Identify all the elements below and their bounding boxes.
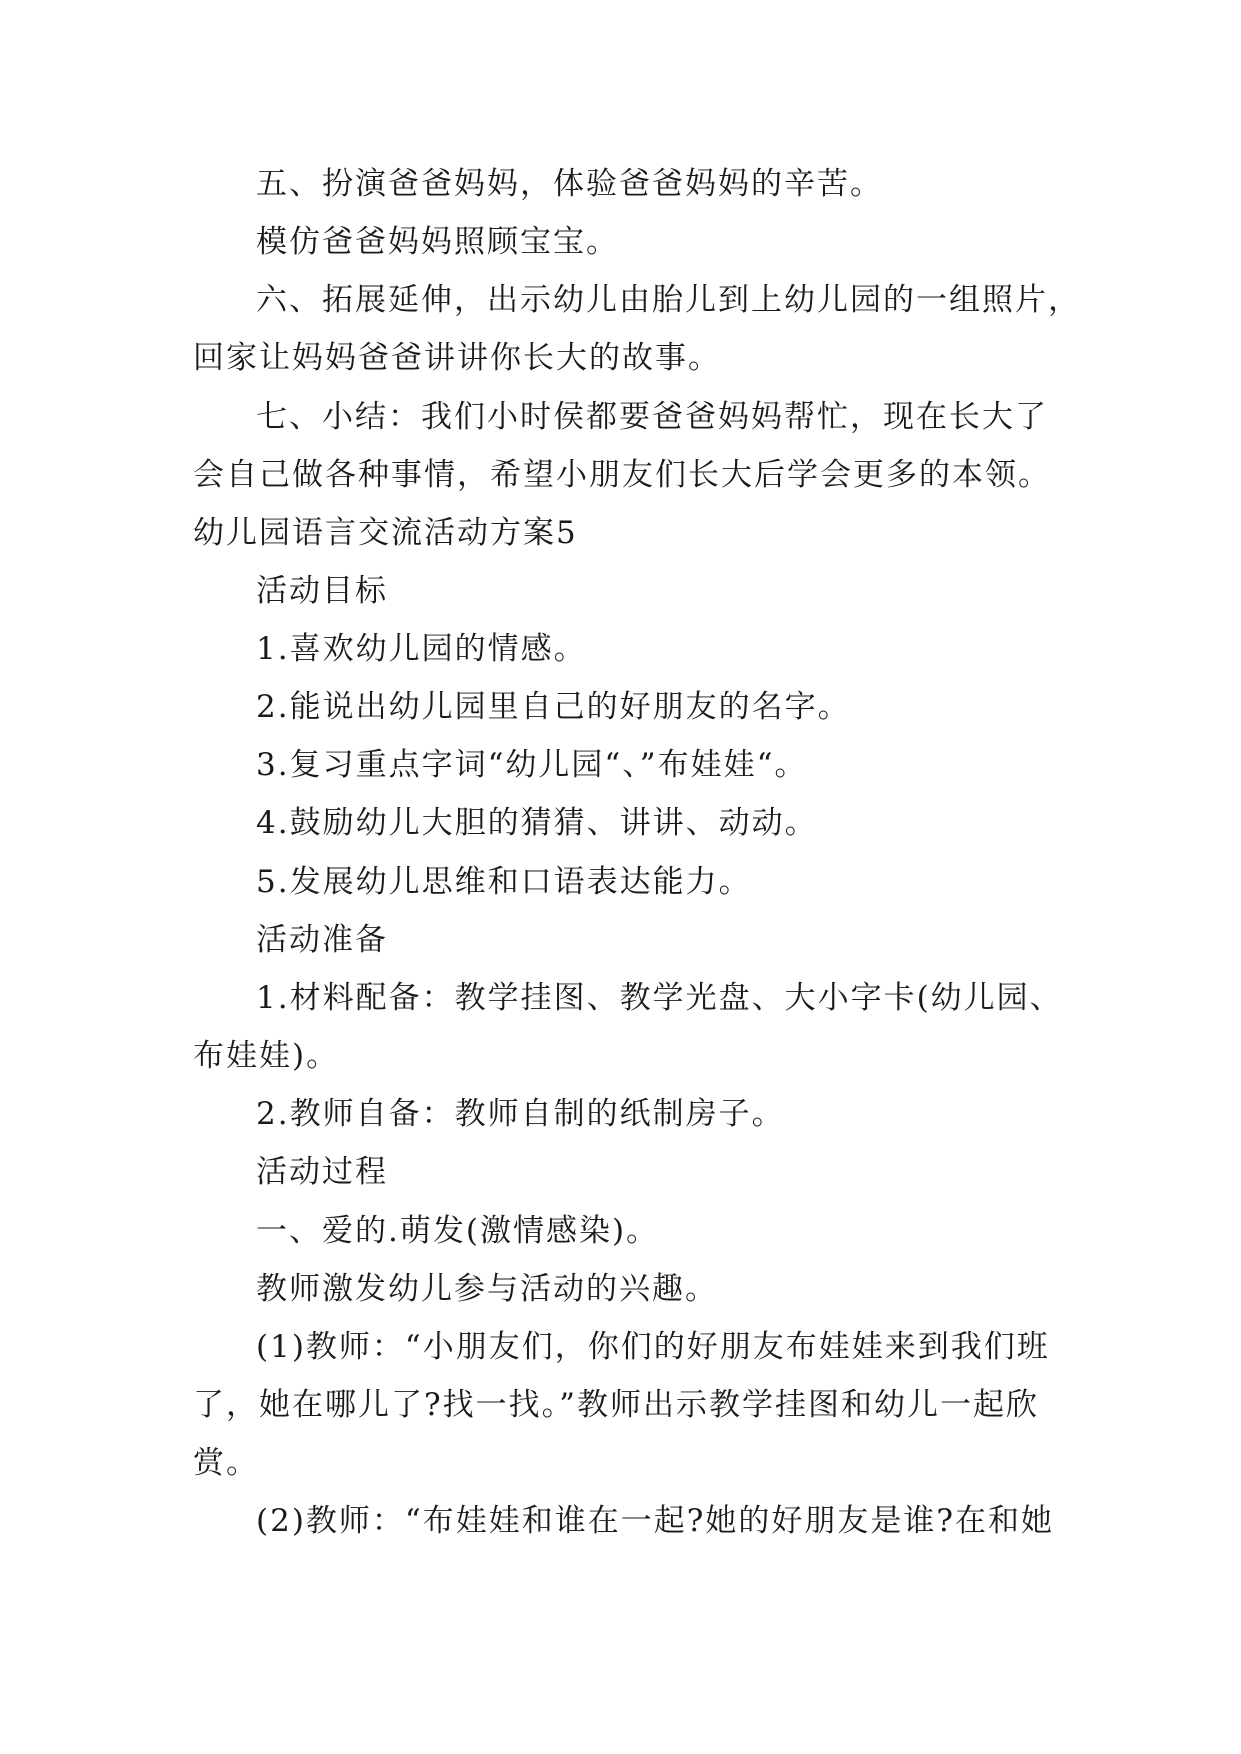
text-line: 七、小结：我们小时侯都要爸爸妈妈帮忙，现在长大了 xyxy=(256,399,1048,435)
text-line: 回家让妈妈爸爸讲讲你长大的故事。 xyxy=(193,340,721,376)
subheading: 活动目标 xyxy=(256,573,388,609)
subheading: 活动准备 xyxy=(256,922,388,958)
text-line: 赏。 xyxy=(193,1445,259,1481)
list-item: 1.喜欢幼儿园的情感。 xyxy=(256,631,587,667)
text-line: 了，她在哪儿了?找一找。”教师出示教学挂图和幼儿一起欣 xyxy=(193,1387,1039,1423)
list-item: 4.鼓励幼儿大胆的猜猜、讲讲、动动。 xyxy=(256,805,818,841)
section-heading: 幼儿园语言交流活动方案5 xyxy=(193,515,578,551)
text-line: (2)教师：“布娃娃和谁在一起?她的好朋友是谁?在和她 xyxy=(256,1503,1054,1539)
text-line: (1)教师：“小朋友们，你们的好朋友布娃娃来到我们班 xyxy=(256,1329,1050,1365)
list-item: 5.发展幼儿思维和口语表达能力。 xyxy=(256,864,752,900)
text-line: 会自己做各种事情，希望小朋友们长大后学会更多的本领。 xyxy=(193,457,1051,493)
list-item: 2.教师自备：教师自制的纸制房子。 xyxy=(256,1096,785,1132)
subheading: 活动过程 xyxy=(256,1154,388,1190)
text-line: 布娃娃)。 xyxy=(193,1038,340,1074)
text-line: 六、拓展延伸，出示幼儿由胎儿到上幼儿园的一组照片， xyxy=(256,282,1081,318)
text-line: 五、扮演爸爸妈妈，体验爸爸妈妈的辛苦。 xyxy=(256,166,883,202)
text-line: 模仿爸爸妈妈照顾宝宝。 xyxy=(256,224,619,260)
list-item: 1.材料配备：教学挂图、教学光盘、大小字卡(幼儿园、 xyxy=(256,980,1063,1016)
text-line: 一、爱的.萌发(激情感染)。 xyxy=(256,1213,660,1249)
list-item: 2.能说出幼儿园里自己的好朋友的名字。 xyxy=(256,689,851,725)
list-item: 3.复习重点字词“幼儿园“、”布娃娃“。 xyxy=(256,747,808,783)
text-line: 教师激发幼儿参与活动的兴趣。 xyxy=(256,1271,718,1307)
